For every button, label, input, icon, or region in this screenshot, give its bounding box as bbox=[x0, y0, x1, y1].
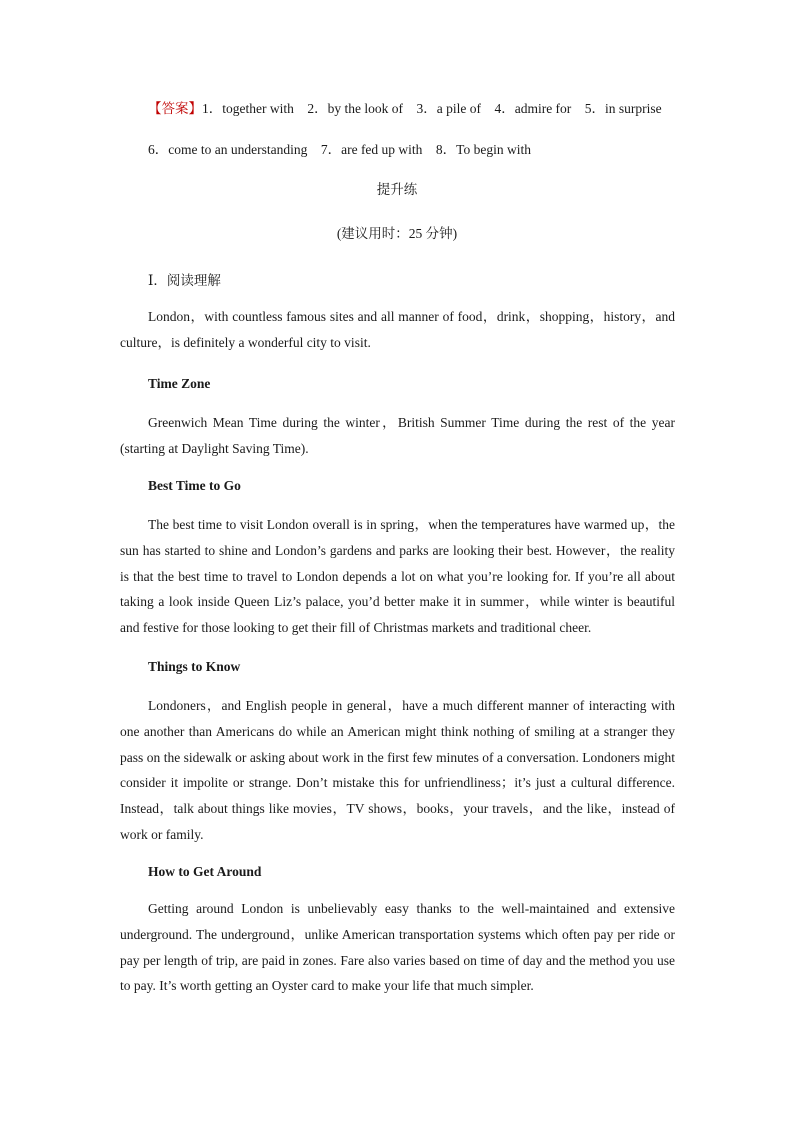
paragraph-things-to-know: Londoners，and English people in general，have a much different manner of interacting with one another than Americans do while an American might think nothing of smiling at a stranger they pass on the sidewalk or asking about work in the first few minutes of a conversation. Londoners might consider it impolite or strange. Don’t mistake this for unfriendliness；it’s just a cultural difference. Instead，talk about things like movies，TV shows，books，your travels，and the like，instead of work or family. bbox=[120, 698, 675, 842]
answer-items-1: 1．together with 2．by the look of 3．a pile of 4．admire for 5．in surprise bbox=[202, 101, 662, 116]
section-title: Ⅰ．阅读理解 bbox=[148, 273, 221, 288]
heading-best-time: Best Time to Go bbox=[148, 478, 241, 493]
answer-line-1 bbox=[148, 97, 662, 117]
paragraph-best-time: The best time to visit London overall is in spring，when the temperatures have warmed up，the sun has started to shine and London’s gardens and parks are looking their best. However，the reality is that the best time to travel to London depends a lot on what you’re looking for. If you’re all about taking a look inside Queen Liz’s palace, you’d better make it in summer，while winter is beautiful and festive for those looking to get their fill of Christmas markets and traditional cheer. bbox=[120, 517, 675, 636]
answer-line-2: 6．come to an understanding 7．are fed up with 8．To begin with bbox=[148, 142, 531, 157]
practice-title: 提升练 bbox=[376, 182, 418, 197]
heading-time-zone: Time Zone bbox=[148, 376, 211, 391]
answer-tag: 【答案】 bbox=[148, 101, 202, 116]
practice-time-note: (建议用时：25 分钟) bbox=[336, 226, 458, 241]
heading-get-around: How to Get Around bbox=[148, 864, 262, 879]
paragraph-get-around: Getting around London is unbelievably easy thanks to the well-maintained and extensive underground. The underground，unlike American transportation systems which often pay per ride or pay per length of trip, are paid in zones. Fare also varies based on time of day and the method you use to pay. It’s worth getting an Oyster card to make your life that much simpler. bbox=[120, 901, 675, 994]
article-intro: London，with countless famous sites and all manner of food，drink，shopping，history，and culture，is definitely a wonderful city to visit. bbox=[120, 309, 675, 350]
heading-things-to-know: Things to Know bbox=[148, 659, 241, 674]
paragraph-time-zone: Greenwich Mean Time during the winter，British Summer Time during the rest of the year (starting at Daylight Saving Time). bbox=[120, 415, 675, 456]
